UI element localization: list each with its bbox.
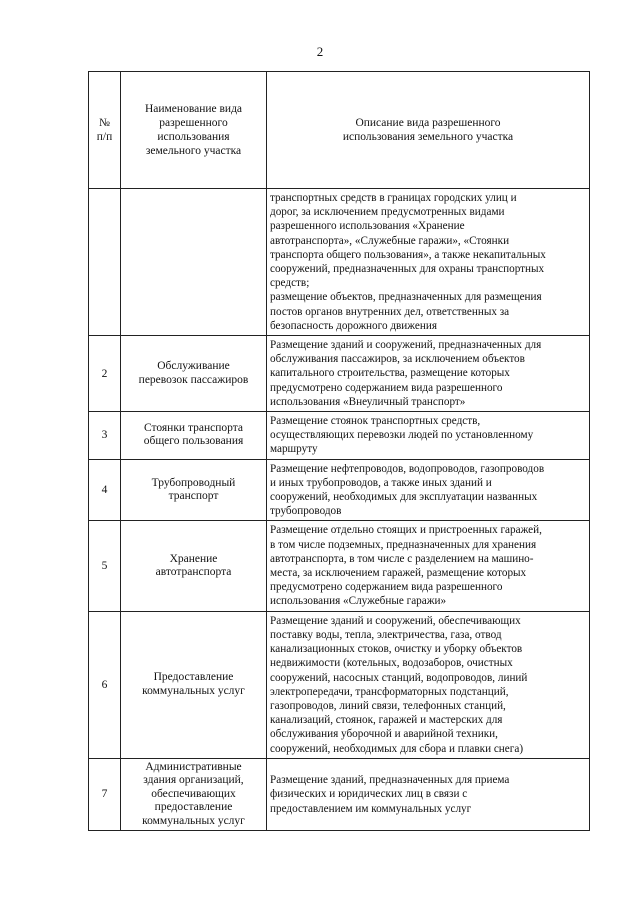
row-description-line: дорог, за исключением предусмотренных видами <box>270 206 505 219</box>
table-row <box>89 521 590 611</box>
row-description-line: автотранспорта», «Служебные гаражи», «Стоянки <box>270 234 510 247</box>
row-name-line: Хранение <box>169 552 218 565</box>
header-number <box>89 72 121 189</box>
table-row <box>89 412 590 460</box>
row-description-line: средств; <box>270 277 310 290</box>
row-description-line: сооружений, необходимых для сбора и плавки снега) <box>270 742 524 755</box>
row-name-line: Административные <box>145 760 242 773</box>
row-description-line: использования «Служебные гаражи» <box>270 595 447 608</box>
row-description-line: газопроводов, линий связи, телефонных станций, <box>270 699 506 712</box>
row-description-line: Размещение зданий, предназначенных для приема <box>270 774 510 787</box>
header-name-line: разрешенного <box>159 117 228 129</box>
row-description-line: капитального строительства, размещение которых <box>270 367 510 380</box>
row-number: 4 <box>89 459 121 521</box>
row-description-line: маршруту <box>270 443 318 456</box>
header-name-line: Наименование вида <box>144 103 243 115</box>
table-row <box>89 459 590 521</box>
row-description <box>267 336 590 412</box>
row-name-line: общего пользования <box>143 435 244 448</box>
row-description-line: физических и юридических лиц в связи с <box>270 788 468 801</box>
header-description <box>267 72 590 189</box>
table-row <box>89 611 590 758</box>
row-name-line: перевозок пассажиров <box>138 373 249 386</box>
row-number: 5 <box>89 521 121 611</box>
row-description-line: в том числе подземных, предназначенных для хранения <box>270 538 537 551</box>
row-description-line: безопасность дорожного движения <box>270 319 437 332</box>
row-description-line: обслуживания пассажиров, за исключением объектов <box>270 353 525 366</box>
row-description <box>267 521 590 611</box>
row-name <box>121 412 267 460</box>
row-name-line: коммунальных услуг <box>142 684 245 697</box>
header-number-line: п/п <box>96 131 113 143</box>
row-description-line: Размещение нефтепроводов, водопроводов, газопроводов <box>270 462 545 475</box>
row-description <box>267 459 590 521</box>
row-name <box>121 758 267 831</box>
row-number: 3 <box>89 412 121 460</box>
row-description-line: Размещение отдельно стоящих и пристроенных гаражей, <box>270 524 542 537</box>
row-name-line: транспорт <box>168 490 219 503</box>
row-description-line: разрешенного использования «Хранение <box>270 220 465 233</box>
row-description-line: предусмотрено содержанием вида разрешенного <box>270 581 503 594</box>
row-description-line: поставку воды, тепла, электричества, газа, отвод <box>270 628 502 641</box>
row-name <box>121 189 267 336</box>
header-description-line: Описание вида разрешенного <box>355 117 501 129</box>
row-description-line: Размещение зданий и сооружений, предназначенных для <box>270 339 542 352</box>
row-number <box>89 189 121 336</box>
row-description-line: постов органов внутренних дел, ответственных за <box>270 305 510 318</box>
header-number-line: № <box>99 117 110 129</box>
header-description-line: использования земельного участка <box>342 131 514 143</box>
row-description-line: транспортных средств в границах городских улиц и <box>270 192 517 204</box>
row-description-line: транспорта общего пользования», а также некапитальных <box>270 248 546 261</box>
row-name-line: коммунальных услуг <box>142 814 245 827</box>
row-description-line: Размещение стоянок транспортных средств, <box>270 415 481 428</box>
row-number: 2 <box>89 336 121 412</box>
row-number: 6 <box>89 611 121 758</box>
header-name-line: использования <box>157 131 230 143</box>
row-description-line: и иных трубопроводов, а также иных зданий и <box>270 476 492 489</box>
table-body <box>89 189 590 831</box>
row-description-line: трубопроводов <box>270 505 342 518</box>
row-description-line: сооружений, насосных станций, водопроводов, линий <box>270 671 528 684</box>
row-name-line: обеспечивающих <box>151 787 236 800</box>
header-name-line: земельного участка <box>145 145 242 157</box>
row-description-line: использования «Внеуличный транспорт» <box>270 395 466 408</box>
row-description-line: обслуживания уборочной и аварийной техники, <box>270 728 498 741</box>
row-description-line: сооружений, необходимых для эксплуатации названных <box>270 491 538 504</box>
table-row <box>89 758 590 831</box>
row-name-line: Обслуживание <box>157 360 230 373</box>
row-description-line: недвижимости (котельных, водозаборов, очистных <box>270 657 513 670</box>
row-name <box>121 336 267 412</box>
row-description-line: сооружений, предназначенных для охраны транспортных <box>270 263 545 276</box>
row-description-line: осуществляющих перевозки людей по установленному <box>270 429 534 442</box>
row-description-line: предоставлением им коммунальных услуг <box>270 802 472 815</box>
row-description <box>267 611 590 758</box>
row-description-line: автотранспорта, в том числе с разделением на машино- <box>270 552 534 565</box>
table-row <box>89 336 590 412</box>
row-description <box>267 189 590 336</box>
row-description-line: Размещение зданий и сооружений, обеспечивающих <box>270 614 521 627</box>
row-description-line: канализаций, стоянок, гаражей и мастерских для <box>270 714 503 727</box>
row-description-line: предусмотрено содержанием вида разрешенного <box>270 381 503 394</box>
row-description <box>267 758 590 831</box>
page-number: 2 <box>316 44 324 59</box>
row-description <box>267 412 590 460</box>
row-name-line: здания организаций, <box>143 774 244 787</box>
row-description-line: места, за исключением гаражей, размещение которых <box>270 567 527 580</box>
row-description-line: электропередачи, трансформаторных подстанций, <box>270 685 509 698</box>
row-description-line: канализационных стоков, очистку и уборку объектов <box>270 643 523 656</box>
row-name-line: Трубопроводный <box>151 476 236 489</box>
row-name <box>121 459 267 521</box>
row-name-line: предоставление <box>154 801 233 814</box>
table-row <box>89 189 590 336</box>
row-number: 7 <box>89 758 121 831</box>
row-name <box>121 521 267 611</box>
row-description-line: размещение объектов, предназначенных для размещения <box>270 291 542 304</box>
row-name <box>121 611 267 758</box>
table-header-row <box>89 72 590 189</box>
land-use-table <box>88 71 590 831</box>
header-name <box>121 72 267 189</box>
row-name-line: Стоянки транспорта <box>143 421 244 434</box>
row-name-line: автотранспорта <box>155 566 232 579</box>
row-name-line: Предоставление <box>153 671 234 684</box>
